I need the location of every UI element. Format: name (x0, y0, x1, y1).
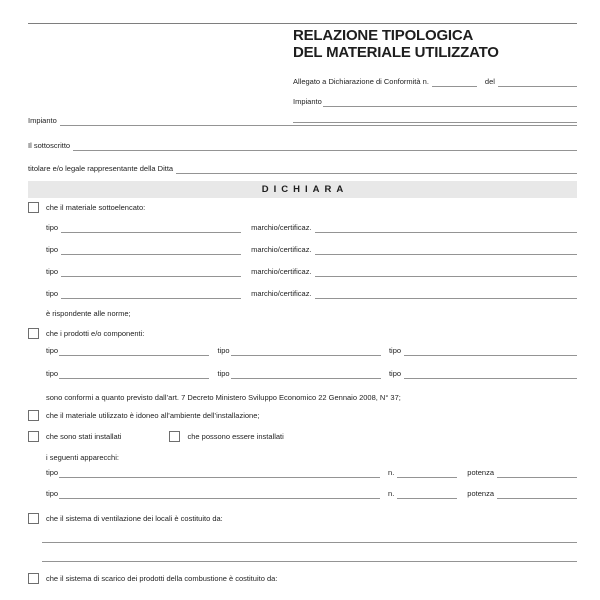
declaration-prodotti-label: che i prodotti e/o componenti: (46, 328, 145, 338)
materiale-marchio-field-3[interactable] (315, 267, 577, 277)
ventilazione-field-line1[interactable] (42, 542, 577, 543)
page-title-line1: RELAZIONE TIPOLOGICA (293, 27, 474, 44)
tipo-label: tipo (46, 369, 59, 378)
marchio-label: marchio/certificaz. (251, 289, 312, 298)
apparecchi-tipo-field-1[interactable] (59, 468, 380, 478)
top-rule (28, 23, 577, 24)
tipo-label: tipo (46, 223, 59, 232)
materiale-tipo-field-3[interactable] (61, 267, 241, 277)
apparecchi-row-2 (46, 489, 577, 499)
materiale-closing-text: è rispondente alle norme; (46, 309, 131, 318)
prodotti-row-1 (46, 346, 577, 356)
checkbox-ventilazione[interactable] (28, 513, 39, 524)
tipo-label: tipo (46, 468, 59, 477)
tipo-label: tipo (388, 346, 402, 355)
tipo-label: tipo (46, 267, 59, 276)
sono-stati-installati-label: che sono stati installati (46, 431, 122, 441)
impianto-row (28, 116, 577, 126)
page-title-line2: DEL MATERIALE UTILIZZATO (293, 44, 499, 61)
prodotti-tipo3-field-2[interactable] (404, 369, 577, 379)
possono-essere-installati-label: che possono essere installati (187, 431, 284, 441)
checkbox-idoneo[interactable] (28, 410, 39, 421)
apparecchi-n-field-2[interactable] (397, 489, 457, 499)
declaration-scarico (28, 573, 277, 584)
checkbox-scarico[interactable] (28, 573, 39, 584)
checkbox-materiale[interactable] (28, 202, 39, 213)
impianto-label: Impianto (28, 116, 57, 125)
materiale-row-4 (46, 289, 577, 299)
materiale-marchio-field-4[interactable] (315, 289, 577, 299)
apparecchi-potenza-field-1[interactable] (497, 468, 577, 478)
apparecchi-tipo-field-2[interactable] (59, 489, 380, 499)
declaration-ventilazione (28, 513, 223, 524)
marchio-label: marchio/certificaz. (251, 267, 312, 276)
apparecchi-sublabel: i seguenti apparecchi: (46, 453, 119, 462)
tipo-label: tipo (217, 346, 230, 355)
declaration-ventilazione-label: che il sistema di ventilazione dei locali è costituito da: (46, 513, 223, 523)
potenza-label: potenza (467, 489, 494, 498)
prodotti-tipo2-field-2[interactable] (231, 369, 381, 379)
declaration-idoneo (28, 410, 259, 421)
marchio-label: marchio/certificaz. (251, 223, 312, 232)
declaration-materiale (28, 202, 145, 213)
declaration-idoneo-label: che il materiale utilizzato è idoneo all’ambiente dell’installazione; (46, 410, 260, 420)
sottoscritto-label: Il sottoscritto (28, 141, 71, 150)
titolare-field[interactable] (176, 164, 577, 174)
n-label: n. (388, 489, 395, 498)
allegato-number-field[interactable] (432, 77, 477, 87)
sottoscritto-field[interactable] (73, 141, 577, 151)
tipo-label: tipo (217, 369, 230, 378)
apparecchi-row-1 (46, 468, 577, 478)
declaration-scarico-label: che il sistema di scarico dei prodotti della combustione è costituito da: (46, 573, 278, 583)
checkbox-sono-stati-installati[interactable] (28, 431, 39, 442)
titolare-row (28, 164, 577, 174)
impianto-header-field[interactable] (323, 97, 577, 107)
prodotti-tipo3-field-1[interactable] (404, 346, 577, 356)
titolare-label: titolare e/o legale rappresentante della Ditta (28, 164, 174, 173)
potenza-label: potenza (467, 468, 494, 477)
tipo-label: tipo (46, 289, 59, 298)
materiale-tipo-field-2[interactable] (61, 245, 241, 255)
prodotti-tipo1-field-2[interactable] (59, 369, 209, 379)
allegato-row (293, 77, 577, 87)
tipo-label: tipo (46, 346, 59, 355)
apparecchi-n-field-1[interactable] (397, 468, 457, 478)
apparecchi-potenza-field-2[interactable] (497, 489, 577, 499)
materiale-row-3 (46, 267, 577, 277)
del-date-field[interactable] (498, 77, 577, 87)
allegato-label: Allegato a Dichiarazione di Conformità n. (293, 77, 429, 86)
prodotti-tipo2-field-1[interactable] (231, 346, 381, 356)
dichiara-banner (28, 181, 577, 198)
impianto-header-row (293, 97, 577, 107)
sottoscritto-row (28, 141, 577, 151)
ventilazione-field-line2[interactable] (42, 561, 577, 562)
prodotti-tipo1-field-1[interactable] (59, 346, 209, 356)
del-label: del (484, 77, 495, 86)
marchio-label: marchio/certificaz. (251, 245, 312, 254)
materiale-marchio-field-2[interactable] (315, 245, 577, 255)
checkbox-possono-essere-installati[interactable] (169, 431, 180, 442)
declaration-materiale-label: che il materiale sottoelencato: (46, 202, 146, 212)
materiale-row-2 (46, 245, 577, 255)
tipo-label: tipo (388, 369, 402, 378)
impianto-header-label: Impianto (293, 97, 322, 106)
tipo-label: tipo (46, 489, 59, 498)
n-label: n. (388, 468, 395, 477)
declaration-prodotti (28, 328, 144, 339)
materiale-tipo-field-1[interactable] (61, 223, 241, 233)
materiale-marchio-field-1[interactable] (315, 223, 577, 233)
tipo-label: tipo (46, 245, 59, 254)
materiale-tipo-field-4[interactable] (61, 289, 241, 299)
materiale-row-1 (46, 223, 577, 233)
impianto-field[interactable] (60, 116, 577, 126)
checkbox-prodotti[interactable] (28, 328, 39, 339)
page-title (293, 27, 499, 61)
prodotti-closing-text: sono conformi a quanto previsto dall’art. 7 Decreto Ministero Sviluppo Economico 22 Gennaio 2008, N° 37; (46, 393, 401, 402)
prodotti-row-2 (46, 369, 577, 379)
declaration-installati (28, 431, 284, 442)
dichiara-banner-text: DICHIARA (261, 184, 349, 195)
